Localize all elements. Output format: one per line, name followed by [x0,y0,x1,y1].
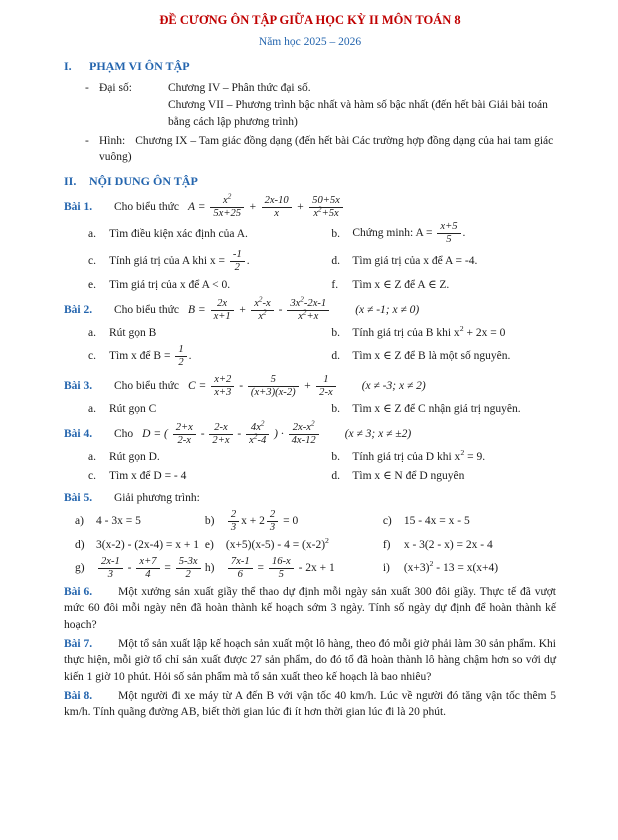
item-key: b) [204,515,215,528]
item-text: $\frac{2}{3}$ x + 2 $\frac{2}{3}$ = 0 [226,509,298,534]
list-item [331,401,556,417]
item-key: d. [331,350,340,363]
list-item [331,221,556,246]
scope-label-geometry: Hình: [99,135,126,148]
exercise-condition: (x ≠ -3; x ≠ 2) [361,380,426,393]
item-key: a. [88,450,96,463]
item-key: a. [88,227,96,240]
exercise-label: Bài 3. [64,380,93,393]
list-item [383,556,556,581]
list-item [88,344,331,369]
item-text: Tìm giá trị của x để A = -4. [352,255,478,268]
list-item [88,449,331,465]
item-text: $(x+5)(x-5) - 4 = (x-2)^2$ [225,536,329,551]
item-key: b. [331,326,340,339]
item-text: Tìm giá trị của x để A < 0. [109,278,231,291]
item-text: $(x+3)^2 - 13 = x(x+4)$ [403,559,499,575]
exercise-text: Một tổ sản xuất lập kế hoạch sản xuất một lô hàng, theo đó mỗi giờ phải làm 30 sản phẩm. Khi thực hiện, mỗi giờ tổ chỉ sản xuất được 27 sản phẩm, do đó tổ đã hoàn thành lô hàng chậm hơn so với dự kiến 1 giờ 10 phút. Hỏi số sản phẩm mà tổ sản xuất theo kế hoạch là bao nhiêu? [64,637,556,683]
exercise-6 [64,584,556,633]
exercise-5-items [75,509,556,581]
item-key: c. [88,350,96,363]
exercise-intro: Cho biểu thức [114,200,180,213]
item-key: f) [382,538,391,551]
exercise-intro: Cho biểu thức [114,380,180,393]
item-key: c. [88,255,96,268]
item-key: d) [75,538,85,551]
exercise-condition: (x ≠ 3; x ≠ ±2) [344,428,412,441]
item-text: Tính giá trị của D khi $x^2 = 9$. [352,447,486,463]
item-text: x - 3(2 - x) = 2x - 4 [403,538,493,551]
item-text: Rút gọn B [109,326,157,339]
item-text: Rút gọn C [109,402,157,415]
exercise-label: Bài 6. [64,585,93,598]
section-heading-scope [64,58,556,75]
exercise-2-items [88,325,556,369]
list-item [331,468,556,484]
item-text: Tìm x ∈ Z để A ∈ Z. [352,278,450,291]
item-key: d. [331,469,340,482]
exercise-intro: Cho biểu thức [114,304,180,317]
exercise-3-items [88,401,556,417]
item-text: Tìm x ∈ Z để B là một số nguyên. [352,350,511,363]
list-item [331,249,556,274]
item-text: Tìm x ∈ Z để C nhận giá trị nguyên. [352,402,521,415]
item-key: a) [75,515,84,528]
list-item [331,344,556,369]
item-key: i) [382,562,390,575]
item-key: b. [331,402,340,415]
list-item [205,509,383,534]
exercise-7 [64,636,556,685]
item-key: f. [331,278,339,291]
item-text: Tìm x để D = - 4 [109,469,187,482]
item-text: 15 - 4x = x - 5 [403,515,470,528]
list-item [331,277,556,293]
list-item [88,401,331,417]
item-key: a. [88,402,96,415]
item-text: Tìm điều kiện xác định của A. [109,227,248,240]
item-key: g) [75,562,85,575]
exercise-2-head [64,295,556,323]
list-item [75,537,205,553]
exercise-5 [64,489,556,581]
item-key: d. [331,255,340,268]
item-text: Rút gọn D. [109,450,160,463]
item-key: h) [204,562,215,575]
exercise-1 [64,192,556,293]
exercise-2 [64,295,556,369]
item-text: $\frac{2x-1}{3}$ - $\frac{x+7}{4}$ = $\frac{5-3x}{2}$ [96,556,203,581]
section-number: I. [64,59,72,74]
item-text: 3(x-2) - (2x-4) = x + 1 [96,538,200,551]
item-text: $\frac{7x-1}{6}$ = $\frac{16-x}{5}$ - 2x + 1 [226,556,335,581]
scope-text-geometry [99,133,556,166]
exercise-text: Một xưởng sản xuất giầy thể thao dự định mỗi ngày sản xuất 300 đôi giầy. Thực tế đã vượt mức 60 đôi mỗi ngày nên đã hoàn thành kế hoạch sớm 3 ngày. Tính số ngày dự định để hoàn thành kế hoạch? [64,585,556,631]
list-item [88,249,331,274]
exercise-condition: (x ≠ -1; x ≠ 0) [355,304,420,317]
list-item [88,221,331,246]
dash-bullet: - [85,82,89,95]
exercise-label: Bài 5. [64,492,93,505]
item-key: b. [331,227,340,240]
item-key: a. [88,326,96,339]
item-key: c) [382,515,392,528]
list-item [75,509,205,534]
scope-algebra-line2: Chương VII – Phương trình bậc nhất và hàm số bậc nhất (đến hết bài Giải bài toán bằng cách lập phương trình) [168,99,548,128]
item-text: Tìm x để B = $\frac{1}{2}$ . [109,344,192,369]
item-key: e. [88,278,96,291]
exercise-4 [64,419,556,484]
scope-label-algebra: Đại số: [99,82,132,95]
section-title: NỘI DUNG ÔN TẬP [89,173,198,188]
dash-bullet: - [85,135,89,148]
exercise-3 [64,374,556,417]
exercise-label: Bài 1. [64,200,93,213]
item-text: Tính giá trị của B khi $x^2 + 2x = 0$ [352,324,506,339]
scope-geometry-text: Chương IX – Tam giác đồng dạng (đến hết bài Các trường hợp đồng dạng của hai tam giác vuông) [99,135,554,164]
exercise-1-items [88,221,556,293]
exercise-4-items [88,449,556,485]
exercise-text: Một người đi xe máy từ A đến B với vận tốc 40 km/h. Lúc về người đó tăng vận tốc thêm 5 km/h. Tính quãng đường AB, biết thời gian lúc đi ít hơn thời gian lúc đi là 20 phút. [64,689,556,719]
scope-item-algebra [85,80,556,131]
item-text: Tìm x ∈ N để D nguyên [352,469,465,482]
item-key: c. [88,469,96,482]
item-text: Chứng minh: A = $\frac{x+5}{5}$ . [352,221,466,246]
list-item [383,509,556,534]
section-heading-content [64,173,556,190]
section-title: PHẠM VI ÔN TẬP [89,59,190,74]
exercise-formula: D = ( $\frac{2+x}{2-x}$ - $\frac{2-x}{2+x}$ - $\frac{4x^2}{x^2-4}$ ) · $\frac{2x-x^2}{4x-12}$ [142,422,321,447]
exercise-8 [64,688,556,721]
exercise-label: Bài 4. [64,428,93,441]
scope-text-algebra [168,80,556,131]
exercise-5-head [64,489,556,507]
exercise-label: Bài 7. [64,637,93,650]
list-item [205,556,383,581]
item-text: 4 - 3x = 5 [96,515,141,528]
list-item [88,325,331,341]
exercise-formula: C = $\frac{x+2}{x+3}$ - $\frac{5}{(x+3)(x-2)}$ + $\frac{1}{2-x}$ [188,374,338,399]
exercise-formula: B = $\frac{2x}{x+1}$ + $\frac{x^2-x}{x^2}$ - $\frac{3x^2-2x-1}{x^2+x}$ [188,298,331,323]
list-item [331,325,556,341]
exercise-4-head [64,419,556,447]
list-item [88,468,331,484]
exercise-3-head [64,374,556,399]
document-subtitle: Năm học 2025 – 2026 [258,35,362,48]
list-item [331,449,556,465]
scope-algebra-line1: Chương IV – Phân thức đại số. [168,82,311,95]
item-text: Tính giá trị của A khi x = $\frac{-1}{2}$ . [109,249,250,273]
exercise-formula: A = $\frac{x^2}{5x+25}$ + $\frac{2x-10}{x}$ + $\frac{50+5x}{x^2+5x}$ [188,195,345,220]
exercise-intro: Cho [114,428,134,441]
section-number: II. [64,173,77,188]
list-item [205,537,383,553]
scope-item-geometry [85,133,556,166]
document-title: ĐỀ CƯƠNG ÔN TẬP GIỮA HỌC KỲ II MÔN TOÁN 8 [159,13,461,27]
list-item [88,277,331,293]
exercise-1-head [64,192,556,220]
item-key: b. [331,450,340,463]
exercise-label: Bài 2. [64,304,93,317]
exercise-label: Bài 8. [64,689,93,702]
exercise-intro: Giải phương trình: [114,492,200,505]
item-key: e) [204,538,214,551]
list-item [75,556,205,581]
list-item [383,537,556,553]
